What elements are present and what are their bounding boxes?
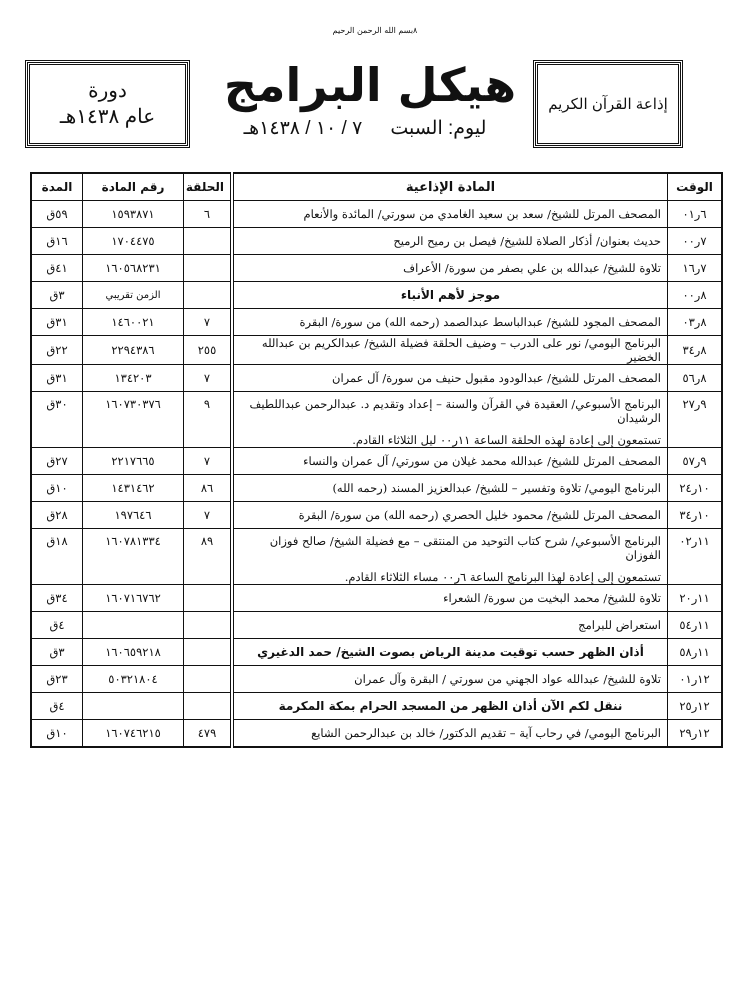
date-line xyxy=(215,117,515,140)
cell-time: ١١ر٢٠ xyxy=(668,585,723,612)
cell-program xyxy=(232,612,668,639)
program-title: المصحف المجود للشيخ/ عبدالباسط عبدالصمد (رحمه الله) من سورة/ البقرة xyxy=(299,315,661,329)
cell-time: ١٠ر٢٤ xyxy=(668,475,723,502)
cell-program xyxy=(232,502,668,529)
program-title: تلاوة للشيخ/ محمد البخيت من سورة/ الشعراء xyxy=(443,591,661,605)
cell-time: ١١ر٥٨ xyxy=(668,639,723,666)
cell-duration: ٤١ق xyxy=(31,255,83,282)
cell-time: ٦ر٠١ xyxy=(668,201,723,228)
date-value: ٧ / ١٠ / ١٤٣٨هـ xyxy=(243,118,363,139)
cell-time: ١٢ر٢٩ xyxy=(668,720,723,748)
cell-program xyxy=(232,666,668,693)
cell-duration: ٣ق xyxy=(31,639,83,666)
cell-episode: ٧ xyxy=(184,448,233,475)
cell-time: ٩ر٢٧ xyxy=(668,392,723,448)
cell-number: ١٦٠٧١٦٧٦٢ xyxy=(83,585,184,612)
cell-episode xyxy=(184,228,233,255)
cell-duration: ١٨ق xyxy=(31,529,83,585)
program-note: تستمعون إلى إعادة لهذه الحلقة الساعة ١١ر٠٠ ليل الثلاثاء القادم. xyxy=(352,433,661,447)
cell-time: ٧ر٠٠ xyxy=(668,228,723,255)
program-title: ننقل لكم الآن أذان الظهر من المسجد الحرام بمكة المكرمة xyxy=(278,699,623,713)
program-note: تستمعون إلى إعادة لهذا البرنامج الساعة ٦ر٠٠ مساء الثلاثاء القادم. xyxy=(344,570,661,584)
cell-number: ٢٢١٧٦٦٥ xyxy=(83,448,184,475)
cell-program xyxy=(232,585,668,612)
cell-number: ١٦٠٥٦٨٢٣١ xyxy=(83,255,184,282)
basmala: ٨بسم الله الرحمن الرحيم xyxy=(332,26,418,35)
column-header-time: الوقت xyxy=(668,173,723,201)
program-title: المصحف المرتل للشيخ/ عبدالودود مقبول حنيف من سورة/ آل عمران xyxy=(332,371,661,385)
cell-episode: ٧ xyxy=(184,309,233,336)
cell-program xyxy=(232,228,668,255)
column-header-episode: الحلقة xyxy=(184,173,233,201)
program-title: المصحف المرتل للشيخ/ سعد بن سعيد الغامدي من سورتي/ المائدة والأنعام xyxy=(303,207,661,221)
table-row xyxy=(31,666,722,693)
cell-episode xyxy=(184,693,233,720)
cell-duration: ٣ق xyxy=(31,282,83,309)
page-title: هيكل البرامج xyxy=(223,58,517,112)
cell-program xyxy=(232,336,668,365)
table-row xyxy=(31,720,722,748)
table-row xyxy=(31,448,722,475)
cell-program xyxy=(232,693,668,720)
cell-number: ١٩٧٦٤٦ xyxy=(83,502,184,529)
table-row xyxy=(31,309,722,336)
cell-program xyxy=(232,392,668,448)
cell-duration: ٢٣ق xyxy=(31,666,83,693)
cell-episode: ٧ xyxy=(184,365,233,392)
program-title: أذان الظهر حسب توقيت مدينة الرياض بصوت الشيخ/ حمد الدغيري xyxy=(257,645,644,659)
cell-duration: ١٠ق xyxy=(31,720,83,748)
cell-duration: ٤ق xyxy=(31,693,83,720)
cell-program xyxy=(232,201,668,228)
program-title: البرنامج الأسبوعي/ العقيدة في القرآن والسنة – إعداد وتقديم د. عبدالرحمن عبداللطيف الرشيدان xyxy=(249,397,661,425)
cell-duration: ٢٨ق xyxy=(31,502,83,529)
cell-time: ١٢ر٢٥ xyxy=(668,693,723,720)
cell-program xyxy=(232,255,668,282)
cell-duration: ٥٩ق xyxy=(31,201,83,228)
program-title: تلاوة للشيخ/ عبدالله بن علي بصفر من سورة/ الأعراف xyxy=(403,261,661,275)
cell-episode xyxy=(184,255,233,282)
table-row xyxy=(31,201,722,228)
program-title: البرنامج اليومي/ تلاوة وتفسير – للشيخ/ عبدالعزيز المسند (رحمه الله) xyxy=(332,481,661,495)
table-row xyxy=(31,639,722,666)
table-row xyxy=(31,585,722,612)
cell-episode: ٤٧٩ xyxy=(184,720,233,748)
cell-time: ٧ر١٦ xyxy=(668,255,723,282)
cell-program xyxy=(232,475,668,502)
column-header-program: المادة الإذاعية xyxy=(232,173,668,201)
table-row xyxy=(31,365,722,392)
cell-number: ١٦٠٦٥٩٢١٨ xyxy=(83,639,184,666)
table-row xyxy=(31,336,722,365)
program-title: تلاوة للشيخ/ عبدالله عواد الجهني من سورتي / البقرة وآل عمران xyxy=(354,672,661,686)
cell-episode xyxy=(184,639,233,666)
cell-duration: ٣٠ق xyxy=(31,392,83,448)
table-row xyxy=(31,475,722,502)
cell-time: ١١ر٠٢ xyxy=(668,529,723,585)
cell-program xyxy=(232,282,668,309)
table-row xyxy=(31,529,722,585)
cell-number xyxy=(83,612,184,639)
cell-time: ١٠ر٣٤ xyxy=(668,502,723,529)
cell-program xyxy=(232,309,668,336)
cell-episode: ٨٩ xyxy=(184,529,233,585)
cell-episode: ٨٦ xyxy=(184,475,233,502)
cell-number: ٢٢٩٤٣٨٦ xyxy=(83,336,184,365)
cell-number xyxy=(83,693,184,720)
cell-duration: ٣١ق xyxy=(31,309,83,336)
table-row xyxy=(31,502,722,529)
table-row xyxy=(31,228,722,255)
program-title: حديث بعنوان/ أذكار الصلاة للشيخ/ فيصل بن رميح الرميح xyxy=(393,234,661,248)
cell-time: ١١ر٥٤ xyxy=(668,612,723,639)
cell-duration: ١٦ق xyxy=(31,228,83,255)
cell-episode xyxy=(184,585,233,612)
day-label: ليوم: السبت xyxy=(390,118,487,139)
table-row xyxy=(31,255,722,282)
cell-time: ٩ر٥٧ xyxy=(668,448,723,475)
program-title: البرنامج اليومي/ نور على الدرب – وضيف الحلقة فضيلة الشيخ/ عبدالكريم بن عبدالله الخضير xyxy=(261,336,661,364)
program-title: موجز لأهم الأنباء xyxy=(400,288,501,302)
cell-number: ١٤٦٠٠٢١ xyxy=(83,309,184,336)
cell-duration: ٢٧ق xyxy=(31,448,83,475)
cell-program xyxy=(232,720,668,748)
cell-time: ٨ر٥٦ xyxy=(668,365,723,392)
cell-time: ٨ر٠٣ xyxy=(668,309,723,336)
schedule-table xyxy=(30,172,723,748)
cell-number: ١٦٠٧٤٦٢١٥ xyxy=(83,720,184,748)
cell-program xyxy=(232,639,668,666)
cell-program xyxy=(232,529,668,585)
cell-number: ١٧٠٤٤٧٥ xyxy=(83,228,184,255)
cell-duration: ١٠ق xyxy=(31,475,83,502)
cell-number: ١٦٠٧٣٠٣٧٦ xyxy=(83,392,184,448)
cell-program xyxy=(232,365,668,392)
cell-episode: ٩ xyxy=(184,392,233,448)
cycle-label: دورة xyxy=(88,80,127,102)
program-title: المصحف المرتل للشيخ/ محمود خليل الحصري (رحمه الله) من سورة/ البقرة xyxy=(298,508,661,522)
cell-time: ١٢ر٠١ xyxy=(668,666,723,693)
table-row xyxy=(31,612,722,639)
program-title: استعراض للبرامج xyxy=(578,618,661,632)
cycle-box xyxy=(27,62,188,146)
cell-duration: ٢٢ق xyxy=(31,336,83,365)
cell-episode: ٦ xyxy=(184,201,233,228)
cell-duration: ٤ق xyxy=(31,612,83,639)
cell-number: ١٦٠٧٨١٣٣٤ xyxy=(83,529,184,585)
cycle-year: عام ١٤٣٨هـ xyxy=(59,106,156,128)
table-row xyxy=(31,693,722,720)
cell-number: ١٥٩٣٨٧١ xyxy=(83,201,184,228)
station-name: إذاعة القرآن الكريم xyxy=(548,96,668,113)
cell-episode xyxy=(184,666,233,693)
table-header-row xyxy=(31,173,722,201)
cell-episode: ٧ xyxy=(184,502,233,529)
cell-episode xyxy=(184,282,233,309)
cell-number: ١٤٣١٤٦٢ xyxy=(83,475,184,502)
cell-duration: ٣١ق xyxy=(31,365,83,392)
program-title: البرنامج الأسبوعي/ شرح كتاب التوحيد من المنتقى – مع فضيلة الشيخ/ صالح فوزان الفوزان xyxy=(269,534,661,562)
program-title: المصحف المرتل للشيخ/ عبدالله محمد غيلان من سورتي/ آل عمران والنساء xyxy=(303,454,661,468)
column-header-number: رقم المادة xyxy=(83,173,184,201)
cell-number: ٥٠٣٢١٨٠٤ xyxy=(83,666,184,693)
table-row xyxy=(31,282,722,309)
cell-number: الزمن تقريبي xyxy=(83,282,184,309)
program-title: البرنامج اليومي/ في رحاب آية – تقديم الدكتور/ خالد بن عبدالرحمن الشايع xyxy=(311,726,661,740)
cell-number: ١٣٤٢٠٣ xyxy=(83,365,184,392)
column-header-duration: المدة xyxy=(31,173,83,201)
table-row xyxy=(31,392,722,448)
cell-duration: ٣٤ق xyxy=(31,585,83,612)
cell-time: ٨ر٠٠ xyxy=(668,282,723,309)
station-box xyxy=(535,62,681,146)
cell-episode xyxy=(184,612,233,639)
cell-program xyxy=(232,448,668,475)
cell-episode: ٢٥٥ xyxy=(184,336,233,365)
cell-time: ٨ر٣٤ xyxy=(668,336,723,365)
